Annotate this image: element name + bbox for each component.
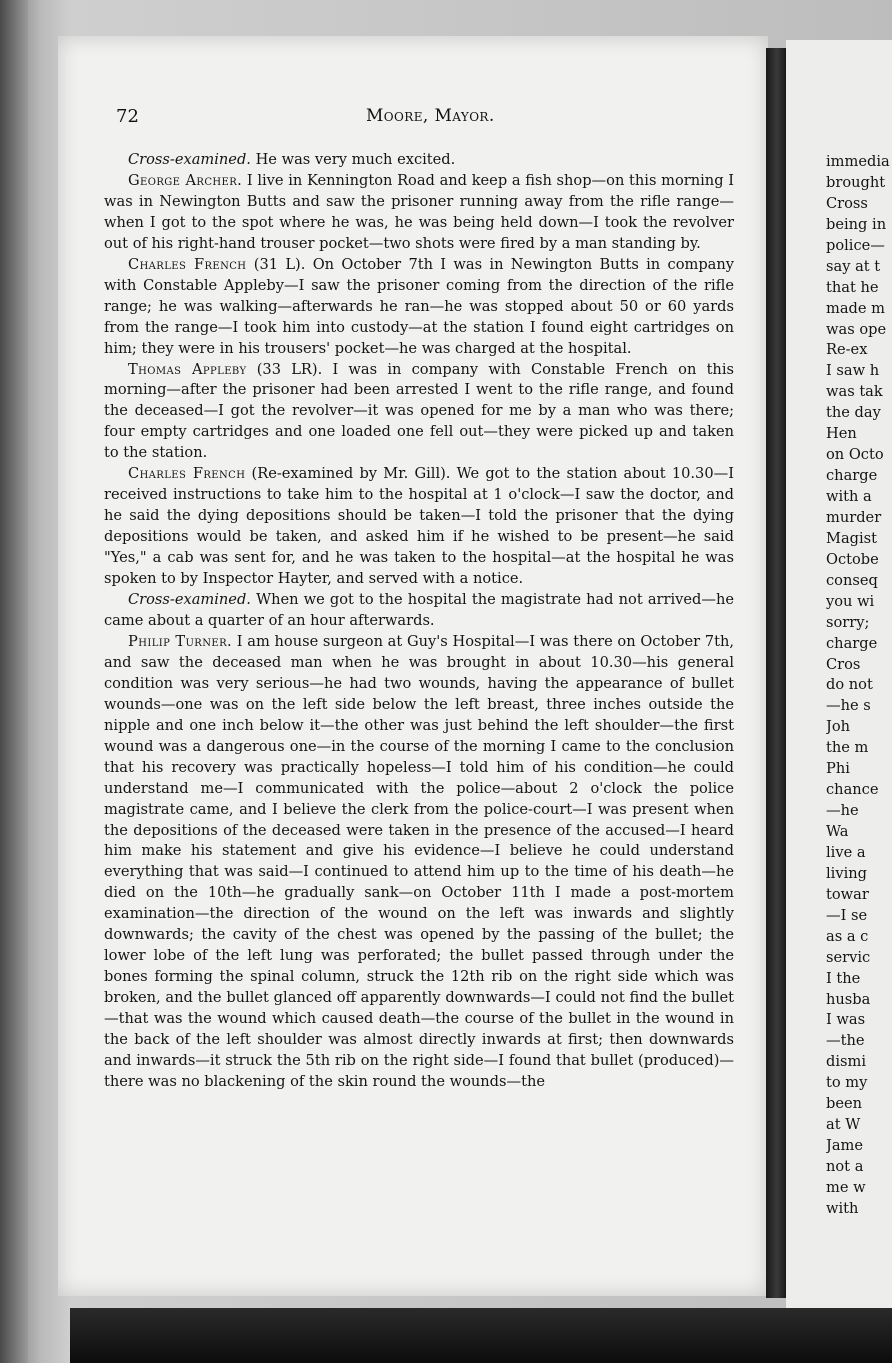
facing-page-line: conseq [826, 571, 878, 589]
facing-page-line: —he [826, 802, 859, 820]
facing-page-line: Wa [826, 823, 849, 840]
facing-page-text [826, 152, 892, 1220]
page-body [104, 150, 734, 1093]
facing-page-line: live a [826, 843, 866, 861]
facing-page-line: Octobe [826, 550, 879, 568]
facing-page-line: being in [826, 215, 887, 233]
page-header [116, 106, 736, 136]
paragraph-lead: Charles French [128, 255, 247, 273]
facing-page [786, 40, 892, 1310]
paragraph [104, 171, 734, 255]
facing-page-line: the m [826, 739, 869, 757]
paragraph [104, 360, 734, 465]
paragraph-text: He was very much excited. [250, 151, 456, 168]
paragraph [104, 464, 734, 590]
paragraph-lead: Philip Turner. [128, 632, 233, 650]
facing-page-line: Joh [826, 718, 851, 736]
paragraph [104, 150, 734, 171]
facing-page-line: —I se [826, 906, 868, 924]
facing-page-line: was tak [826, 383, 883, 401]
paragraph-text: (33 LR). I was in company with Constable French on this morning—after the prisoner had been arrested I went to the rifle range, and found the deceased—I got the revolver—it was opened for me by a man who was there; four empty cartridges and one loaded one fell out—they were picked up and taken to the station. [104, 360, 734, 462]
facing-page-line: with a [826, 488, 872, 505]
paragraph-lead: George Archer. [128, 171, 243, 189]
paragraph-text: (Re-examined by Mr. Gill). We got to the station about 10.30—I received instructions to take him to the hospital at 1 o'clock—I saw the doctor, and he said the dying depositions should be taken—I told the prisoner that the dying depositions would be taken, and asked him if he wished to be present—he said "Yes," a cab was sent for, and he was taken to the hospital—at the hospital he was spoken to by Inspector Hayter, and served with a notice. [104, 465, 734, 588]
paragraph [104, 632, 734, 1093]
facing-page-line: charge [826, 467, 878, 485]
facing-page-line: living [826, 864, 867, 882]
facing-page-line: I saw h [826, 362, 880, 380]
facing-page-line: me w [826, 1178, 866, 1196]
facing-page-line: do not [826, 676, 873, 694]
facing-page-line: murder [826, 508, 882, 526]
facing-page-line: brought [826, 173, 886, 191]
facing-page-line: sorry; [826, 613, 870, 631]
facing-page-line: dismi [826, 1053, 867, 1071]
facing-page-line: been [826, 1095, 863, 1113]
facing-page-line: Jame [826, 1137, 864, 1155]
facing-page-line: Hen [826, 425, 857, 443]
facing-page-line: police— [826, 236, 885, 254]
paragraph-lead: Cross-examined. [128, 151, 251, 168]
facing-page-line: not a [826, 1158, 864, 1175]
paragraph [104, 255, 734, 360]
facing-page-line: made m [826, 299, 885, 317]
facing-page-line: the day [826, 404, 881, 422]
facing-page-line: servic [826, 948, 871, 966]
facing-page-line: —the [826, 1032, 865, 1050]
paragraph-text: I live in Kennington Road and keep a fish shop—on this morning I was in Newington Butts and saw the prisoner running away from the rifle range—when I got to the spot where he was, he was being held down—I took the revolver out of his right-hand trouser pocket—two shots were fired by a man standing by. [104, 171, 734, 252]
paragraph-lead: Cross-examined. [128, 591, 251, 609]
facing-page-line: charge [826, 634, 878, 652]
facing-page-line: Cross [826, 194, 868, 212]
facing-page-line: at W [826, 1116, 861, 1134]
facing-page-line: chance [826, 781, 879, 799]
paragraph-text: When we got to the hospital the magistrate had not arrived—he came about a quarter of an hour afterwards. [104, 591, 734, 629]
facing-page-line: say at t [826, 257, 881, 275]
facing-page-line: as a c [826, 927, 869, 945]
facing-page-line: Re-ex [826, 341, 868, 359]
facing-page-line: immedia [826, 153, 890, 170]
paragraph-text: (31 L). On October 7th I was in Newington Butts in company with Constable Appleby—I saw the prisoner coming from the direction of the rifle range; he was walking—afterwards he ran—he was stopped about 50 or 60 yards from the range—I took him into custody—at the station I found eight cartridges on him; they were in his trousers' pocket—he was charged at the hospital. [104, 255, 735, 357]
facing-page-line: that he [826, 278, 879, 296]
binding-edge [0, 0, 28, 1363]
scan-bottom-edge [70, 1308, 892, 1363]
facing-page-line: I the [826, 969, 861, 987]
facing-page-line: Phi [826, 760, 850, 778]
facing-page-line: you wi [826, 592, 875, 610]
facing-page-line: was ope [826, 320, 887, 338]
facing-page-line: on Octo [826, 446, 884, 464]
facing-page-line: —he s [826, 697, 871, 715]
page-number: 72 [116, 106, 139, 127]
running-head: Moore, Mayor. [366, 106, 495, 126]
facing-page-line: towar [826, 885, 869, 903]
facing-page-line: Magist [826, 529, 878, 547]
facing-page-line: I was [826, 1011, 866, 1029]
facing-page-line: with [826, 1199, 859, 1217]
paragraph-lead: Charles French [128, 465, 246, 483]
paragraph-lead: Thomas Appleby [128, 360, 247, 378]
page-gutter [766, 48, 788, 1298]
facing-page-line: husba [826, 990, 871, 1008]
facing-page-line: to my [826, 1074, 868, 1092]
paragraph [104, 590, 734, 632]
facing-page-line: Cros [826, 655, 861, 673]
paragraph-text: I am house surgeon at Guy's Hospital—I was there on October 7th, and saw the deceased man when he was brought in about 10.30—his general condition was very serious—he had two wounds, having the appearance of bullet wounds—one was on the left side below the left breast, three inches outside the nipple and one inch below it—the other was just behind the left shoulder—the first wound was a dangerous one—in the course of the morning I came to the conclusion that his recovery was practically hopeless—I told him of his condition—he could understand me—I communicated with the police—about 2 o'clock the police magistrate came, and I believe the clerk from the police-court—I was present when the depositions of the deceased were taken in the presence of the accused—I heard him make his statement and give his evidence—I believe he could understand everything that was said—I continued to attend him up to the time of his death—he died on the 10th—he gradually sank—on October 11th I made a post-mortem examination—the direction of the wound on the left was inwards and slightly downwards; the cavity of the chest was opened by the passing of the bullet; the lower lobe of the left lung was perforated; the bullet passed through under the bones forming the spinal column, struck the 12th rib on the right side which was broken, and the bullet glanced off apparently downwards—I could not find the bullet—that was the wound which caused death—the course of the bullet in the wound in the back of the left shoulder was almost directly inwards at first; then downwards and inwards—it struck the 5th rib on the right side—I found that bullet (produced)—there was no blackening of the skin round the wounds—the [104, 632, 734, 1090]
